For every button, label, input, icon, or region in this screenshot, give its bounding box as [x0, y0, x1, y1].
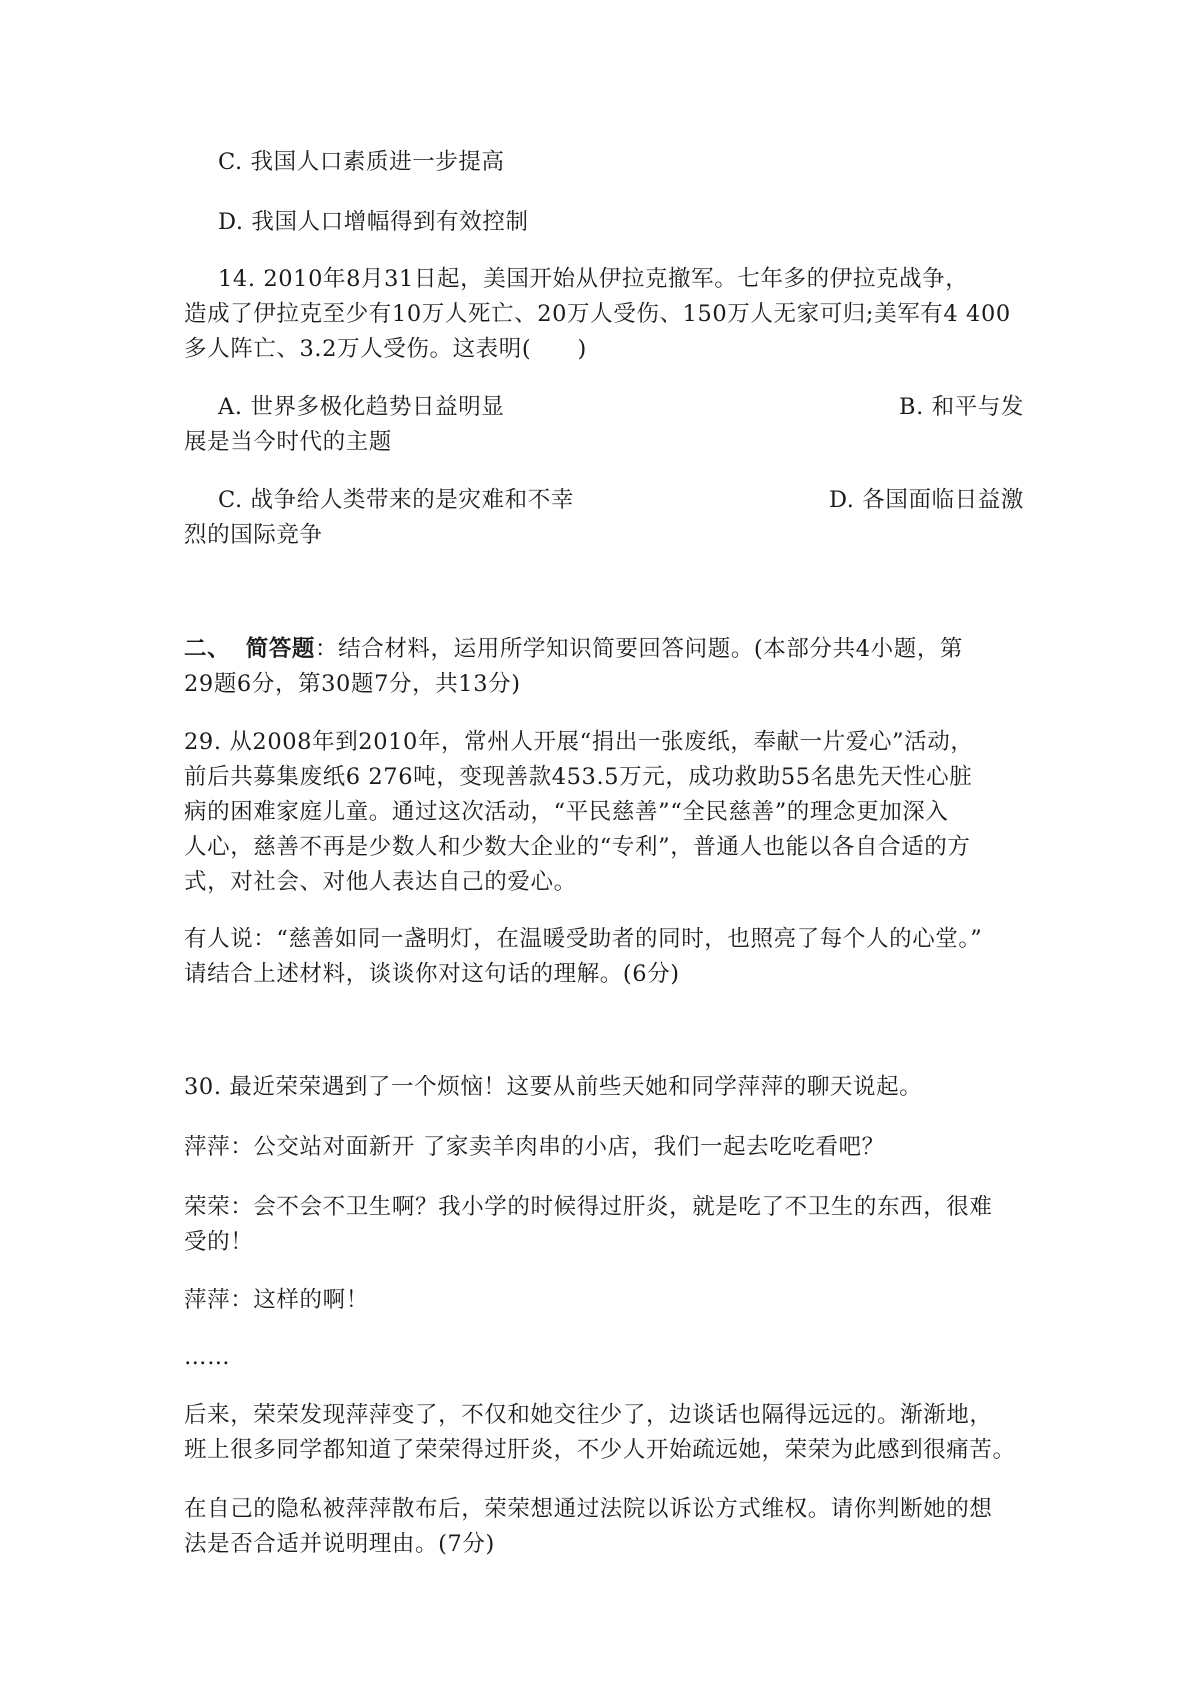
- q30-dialog3: 萍萍：这样的啊！: [184, 1287, 369, 1313]
- q14-stem-line3: 多人阵亡、3.2万人受伤。这表明( ): [184, 336, 587, 362]
- q30-dialog1: 萍萍：公交站对面新开 了家卖羊肉串的小店，我们一起去吃吃看吧？: [184, 1134, 885, 1160]
- q30-question-line2: 法是否合适并说明理由。(7分): [184, 1531, 495, 1557]
- q29-line1: 29. 从2008年到2010年，常州人开展“捐出一张废纸，奉献一片爱心”活动，: [184, 729, 974, 755]
- section-2-intro-line2: 29题6分，第30题7分，共13分): [184, 671, 521, 697]
- q14-option-d-start: D. 各国面临日益激: [828, 487, 1024, 513]
- q13-option-d: D. 我国人口增幅得到有效控制: [218, 209, 529, 235]
- q14-option-c: C. 战争给人类带来的是灾难和不幸: [218, 487, 574, 513]
- section-2-heading: [184, 632, 1024, 667]
- q30-ellipsis: ……: [184, 1344, 231, 1370]
- q30-dialog2-line2: 受的！: [184, 1229, 254, 1255]
- q14-option-a: A. 世界多极化趋势日益明显: [218, 394, 505, 420]
- q30-story-line1: 后来，荣荣发现萍萍变了，不仅和她交往少了，边谈话也隔得远远的。渐渐地，: [184, 1402, 993, 1428]
- section-2-intro-line1: ：结合材料，运用所学知识简要回答问题。(本部分共4小题，第: [315, 636, 964, 662]
- q13-option-c: C. 我国人口素质进一步提高: [218, 149, 505, 175]
- q29-line5: 式，对社会、对他人表达自己的爱心。: [184, 869, 577, 895]
- q29-line3: 病的困难家庭儿童。通过这次活动，“平民慈善”“全民慈善”的理念更加深入: [184, 799, 949, 825]
- q14-option-b-start: B. 和平与发: [898, 394, 1024, 420]
- q29-line4: 人心，慈善不再是少数人和少数大企业的“专利”，普通人也能以各自合适的方: [184, 834, 971, 860]
- q14-stem-line2: 造成了伊拉克至少有10万人死亡、20万人受伤、150万人无家可归;美军有4 400: [184, 301, 1011, 327]
- q14-options-cd: [218, 483, 1024, 518]
- q14-stem-line1: 14. 2010年8月31日起，美国开始从伊拉克撤军。七年多的伊拉克战争，: [218, 266, 969, 292]
- q14-option-b-end: 展是当今时代的主题: [184, 429, 392, 455]
- q29-line2: 前后共募集废纸6 276吨，变现善款453.5万元，成功救助55名患先天性心脏: [184, 764, 973, 790]
- section-2-title: 简答题: [245, 636, 316, 662]
- q30-question-line1: 在自己的隐私被萍萍散布后，荣荣想通过法院以诉讼方式维权。请你判断她的想: [184, 1496, 993, 1522]
- section-2-number: 二、: [184, 636, 231, 662]
- q30-dialog2-line1: 荣荣：会不会不卫生啊？我小学的时候得过肝炎，就是吃了不卫生的东西，很难: [184, 1194, 993, 1220]
- q14-options-ab: [218, 390, 1024, 425]
- q30-story-line2: 班上很多同学都知道了荣荣得过肝炎，不少人开始疏远她，荣荣为此感到很痛苦。: [184, 1437, 1016, 1463]
- q29-question-line1: 有人说：“慈善如同一盏明灯，在温暖受助者的同时，也照亮了每个人的心堂。”: [184, 926, 983, 952]
- q29-question-line2: 请结合上述材料，谈谈你对这句话的理解。(6分): [184, 961, 680, 987]
- q30-line1: 30. 最近荣荣遇到了一个烦恼！这要从前些天她和同学萍萍的聊天说起。: [184, 1074, 923, 1100]
- q14-option-d-end: 烈的国际竞争: [184, 522, 323, 548]
